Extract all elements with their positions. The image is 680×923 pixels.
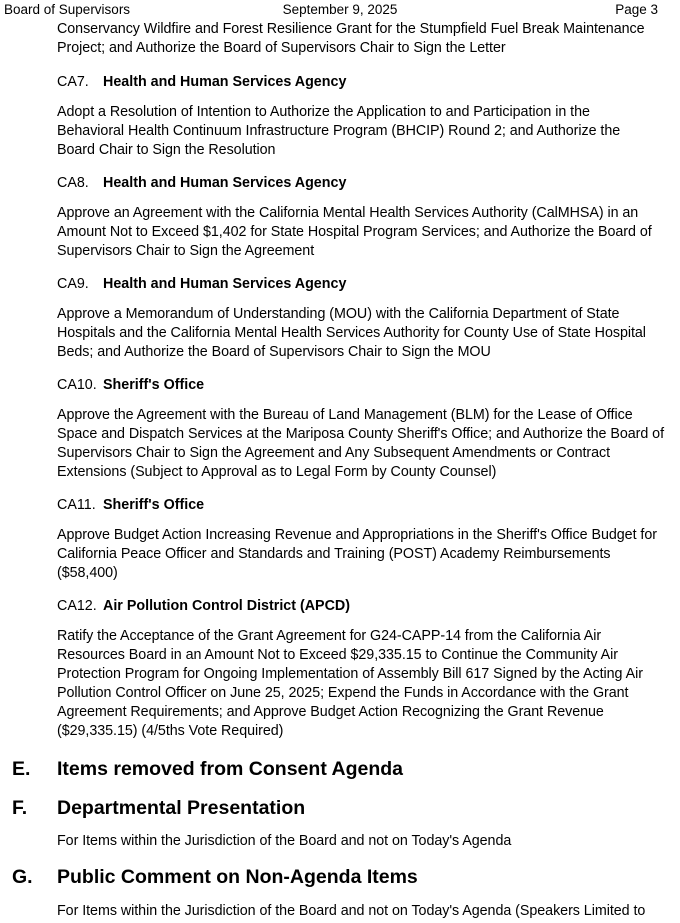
- text-line: Resources Board in an Amount Not to Exceed $29,335.15 to Continue the Community Air: [57, 647, 618, 663]
- item-agency: Health and Human Services Agency: [103, 276, 347, 292]
- text-line: Ratify the Acceptance of the Grant Agreement for G24-CAPP-14 from the California Air: [57, 628, 602, 644]
- item-agency: Health and Human Services Agency: [103, 74, 347, 90]
- item-number: CA7.: [57, 74, 89, 90]
- text-line: California Peace Officer and Standards and Training (POST) Academy Reimbursements: [57, 546, 611, 562]
- header-page-number: Page 3: [615, 2, 658, 17]
- text-line: Protection Program for Ongoing Implementation of Assembly Bill 617 Signed by the Acting Air: [57, 666, 643, 682]
- item-number: CA10.: [57, 377, 97, 393]
- item-number: CA11.: [57, 497, 96, 513]
- consent-item-description-ca12: [57, 627, 667, 741]
- text-line: Supervisors Chair to Sign the Agreement and Any Subsequent Amendments or Contract: [57, 445, 611, 461]
- section-letter: G.: [12, 866, 33, 888]
- text-line: Extensions (Subject to Approval as to Legal Form by County Counsel): [57, 464, 497, 480]
- text-line: Conservancy Wildfire and Forest Resilience Grant for the Stumpfield Fuel Break Maintenance: [57, 21, 645, 37]
- section-title: Public Comment on Non-Agenda Items: [57, 866, 418, 888]
- consent-item-description-ca10: [57, 406, 667, 482]
- page-header: [0, 0, 680, 18]
- section-heading-e: [0, 756, 680, 782]
- text-line: Amount Not to Exceed $1,402 for State Hospital Program Services; and Authorize the Board of: [57, 224, 652, 240]
- text-line: Project; and Authorize the Board of Supervisors Chair to Sign the Letter: [57, 40, 506, 56]
- consent-item-heading-ca8: [57, 174, 346, 193]
- text-line: Behavioral Health Continuum Infrastructure Program (BHCIP) Round 2; and Authorize the: [57, 123, 621, 139]
- section-letter: F.: [12, 797, 28, 819]
- section-letter: E.: [12, 758, 31, 780]
- section-title: Items removed from Consent Agenda: [57, 758, 404, 780]
- consent-item-heading-ca9: [57, 275, 346, 294]
- text-line: Hospitals and the California Mental Health Services Authority for County Use of State Hospital: [57, 325, 646, 341]
- consent-item-description-ca8: [57, 204, 667, 261]
- header-date: September 9, 2025: [282, 2, 398, 17]
- consent-item-description-ca11: [57, 526, 667, 583]
- text-line: Approve a Memorandum of Understanding (MOU) with the California Department of State: [57, 306, 620, 322]
- text-line: Beds; and Authorize the Board of Supervisors Chair to Sign the MOU: [57, 344, 491, 360]
- header-board-name: Board of Supervisors: [4, 2, 131, 17]
- item-number: CA9.: [57, 276, 89, 292]
- consent-item-heading-ca12: [57, 597, 350, 616]
- text-line: Adopt a Resolution of Intention to Authorize the Application to and Participation in the: [57, 104, 590, 120]
- section-title: Departmental Presentation: [57, 797, 306, 819]
- text-line: Supervisors Chair to Sign the Agreement: [57, 243, 315, 259]
- item-number: CA8.: [57, 175, 89, 191]
- text-line: ($29,335.15) (4/5ths Vote Required): [57, 723, 284, 739]
- text-line: ($58,400): [57, 565, 118, 581]
- item-agency: Sheriff's Office: [103, 377, 205, 393]
- text-line: Board Chair to Sign the Resolution: [57, 142, 276, 158]
- text-line: Space and Dispatch Services at the Mariposa County Sheriff's Office; and Authorize the Board of: [57, 426, 665, 442]
- section-heading-f: [0, 795, 680, 821]
- item-agency: Health and Human Services Agency: [103, 175, 347, 191]
- consent-item-description-ca9: [57, 305, 667, 362]
- item-agency: Sheriff's Office: [103, 497, 205, 513]
- item-agency: Air Pollution Control District (APCD): [103, 598, 351, 614]
- consent-item-heading-ca11: [57, 496, 204, 515]
- text-line: Pollution Control Officer on June 25, 2025; Expend the Funds in Accordance with the Grant: [57, 685, 629, 701]
- text-line: Approve the Agreement with the Bureau of Land Management (BLM) for the Lease of Office: [57, 407, 633, 423]
- section-body-g: For Items within the Jurisdiction of the Board and not on Today's Agenda (Speakers Limited to: [57, 903, 646, 919]
- text-line: Approve an Agreement with the California Mental Health Services Authority (CalMHSA) in an: [57, 205, 639, 221]
- consent-item-heading-ca10: [57, 376, 204, 395]
- item-number: CA12.: [57, 598, 97, 614]
- section-body-f: For Items within the Jurisdiction of the Board and not on Today's Agenda: [57, 833, 512, 849]
- text-line: Approve Budget Action Increasing Revenue and Appropriations in the Sheriff's Office Budget for: [57, 527, 657, 543]
- consent-item-heading-ca7: [57, 73, 346, 92]
- continuation-paragraph: [57, 20, 667, 58]
- consent-item-description-ca7: [57, 103, 667, 160]
- section-heading-g: [0, 864, 680, 890]
- text-line: Agreement Requirements; and Approve Budget Action Recognizing the Grant Revenue: [57, 704, 604, 720]
